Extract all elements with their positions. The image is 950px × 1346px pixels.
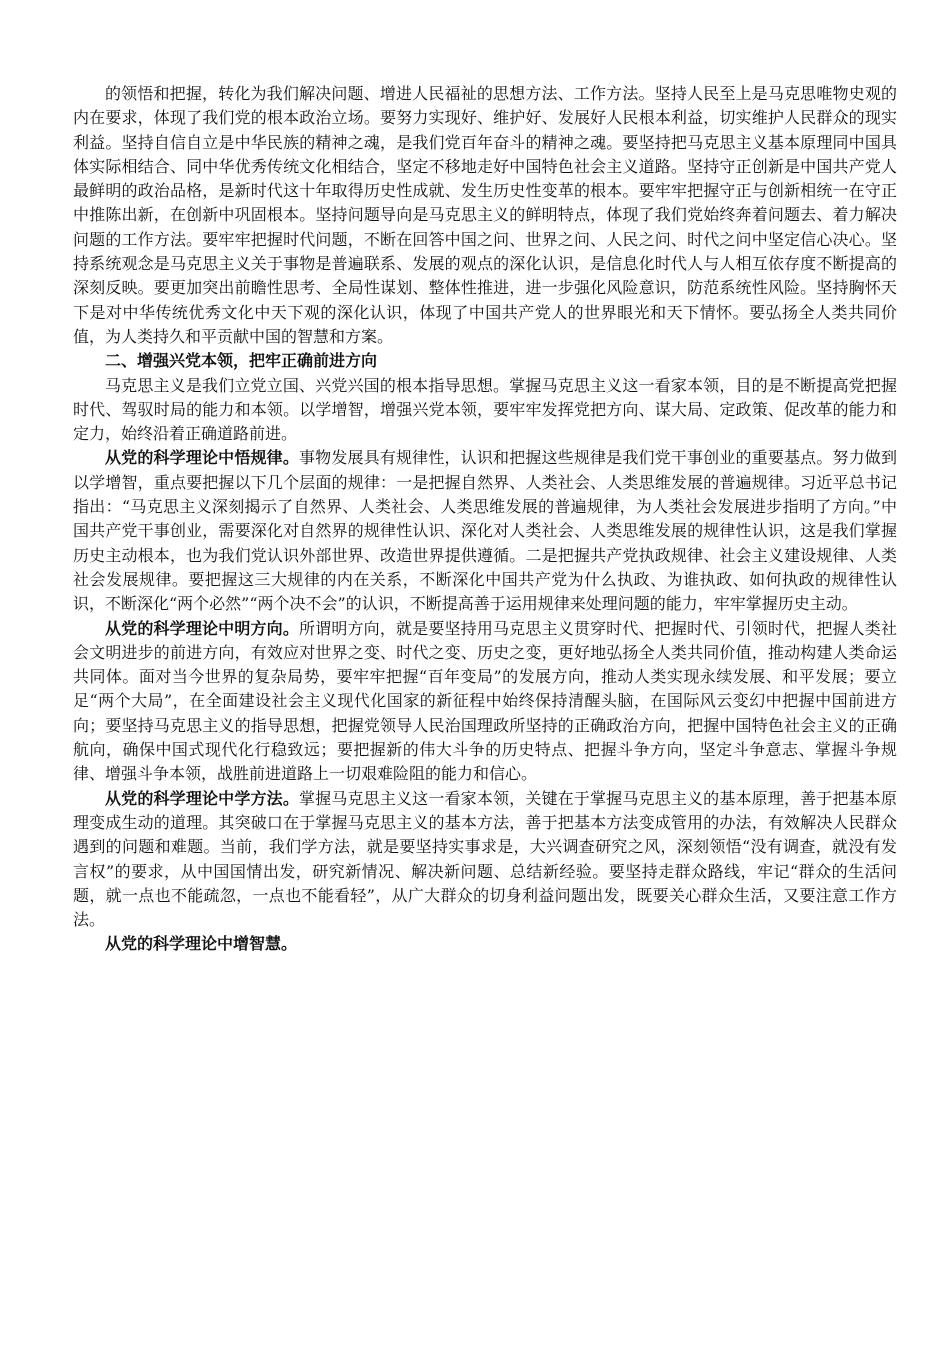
paragraph-lead: 从党的科学理论中明方向。 <box>105 618 299 638</box>
paragraph-text: 事物发展具有规律性，认识和把握这些规律是我们党干事创业的重要基点。努力做到以学增智，重点要把握以下几个层面的规律：一是把握自然界、人类社会、人类思维发展的普遍规律。习近平总书记指出：“马克思主义深刻揭示了自然界、人类社会、人类思维发展的普遍规律，为人类社会发展进步指明了方向。”中国共产党干事创业，需要深化对自然界的规律性认识、深化对人类社会、人类思维发展的规律性认识，这是我们掌握历史主动根本，也为我们党认识外部世界、改造世界提供遵循。二是把握共产党执政规律、社会主义建设规律、人类社会发展规律。要把握这三大规律的内在关系，不断深化中国共产党为什么执政、为谁执政、如何执政的规律性认识，不断深化“两个必然”“两个决不会”的认识，不断提高善于运用规律来处理问题的能力，牢牢掌握历史主动。 <box>73 448 897 614</box>
body-paragraph <box>73 617 897 787</box>
paragraph-lead: 从党的科学理论中悟规律。 <box>105 448 299 468</box>
document-page <box>73 82 897 957</box>
paragraph-text: 马克思主义是我们立党立国、兴党兴国的根本指导思想。掌握马克思主义这一看家本领，目的是不断提高党把握时代、驾驭时局的能力和本领。以学增智，增强兴党本领，要牢牢发挥党把方向、谋大局、定政策、促改革的能力和定力，始终沿着正确道路前进。 <box>73 375 897 444</box>
body-paragraph <box>73 787 897 933</box>
body-paragraph <box>73 446 897 616</box>
paragraph-text: 掌握马克思主义这一看家本领，关键在于掌握马克思主义的基本原理，善于把基本原理变成生动的道理。其突破口在于掌握马克思主义的基本方法，善于把基本方法变成管用的办法，有效解决人民群众遇到的问题和难题。当前，我们学方法，就是要坚持实事求是，大兴调查研究之风，深刻领悟“没有调查，就没有发言权”的要求，从中国国情出发，研究新情况、解决新问题、总结新经验。要坚持走群众路线，牢记“群众的生活问题，就一点也不能疏忽，一点也不能看轻”，从广大群众的切身利益问题出发，既要关心群众生活，又要注意工作方法。 <box>73 788 897 930</box>
paragraph-lead: 从党的科学理论中增智慧。 <box>105 934 298 954</box>
section-heading: 二、增强兴党本领，把牢正确前进方向 <box>105 351 378 371</box>
body-paragraph <box>73 374 897 447</box>
body-paragraph <box>73 82 897 349</box>
paragraph-lead: 从党的科学理论中学方法。 <box>105 788 299 808</box>
paragraph-text: 所谓明方向，就是要坚持用马克思主义贯穿时代、把握时代、引领时代，把握人类社会文明进步的前进方向，有效应对世界之变、时代之变、历史之变，更好地弘扬全人类共同价值，推动构建人类命运共同体。面对当今世界的复杂局势，要牢牢把握“百年变局”的发展方向，推动人类实现永续发展、和平发展；要立足“两个大局”，在全面建设社会主义现代化国家的新征程中始终保持清醒头脑，在国际风云变幻中把握中国前进方向；要坚持马克思主义的指导思想，把握党领导人民治国理政所坚持的正确政治方向，把握中国特色社会主义的正确航向，确保中国式现代化行稳致远；要把握新的伟大斗争的历史特点、把握斗争方向，坚定斗争意志、掌握斗争规律、增强斗争本领，战胜前进道路上一切艰难险阻的能力和信心。 <box>73 618 897 784</box>
body-paragraph <box>73 932 897 956</box>
paragraph-text: 的领悟和把握，转化为我们解决问题、增进人民福祉的思想方法、工作方法。坚持人民至上是马克思唯物史观的内在要求，体现了我们党的根本政治立场。要努力实现好、维护好、发展好人民根本利益，切实维护人民群众的现实利益。坚持自信自立是中华民族的精神之魂，是我们党百年奋斗的精神之魂。要坚持把马克思主义基本原理同中国具体实际相结合、同中华优秀传统文化相结合，坚定不移地走好中国特色社会主义道路。坚持守正创新是中国共产党人最鲜明的政治品格，是新时代这十年取得历史性成就、发生历史性变革的根本。要牢牢把握守正与创新相统一在守正中推陈出新，在创新中巩固根本。坚持问题导向是马克思主义的鲜明特点，体现了我们党始终奔着问题去、着力解决问题的工作方法。要牢牢把握时代问题，不断在回答中国之问、世界之问、人民之问、时代之问中坚定信心决心。坚持系统观念是马克思主义关于事物是普遍联系、发展的观点的深化认识，是信息化时代人与人相互依存度不断提高的深刻反映。要更加突出前瞻性思考、全局性谋划、整体性推进，进一步强化风险意识，防范系统性风险。坚持胸怀天下是对中华传统优秀文化中天下观的深化认识，体现了中国共产党人的世界眼光和天下情怀。要弘扬全人类共同价值，为人类持久和平贡献中国的智慧和方案。 <box>73 84 897 346</box>
